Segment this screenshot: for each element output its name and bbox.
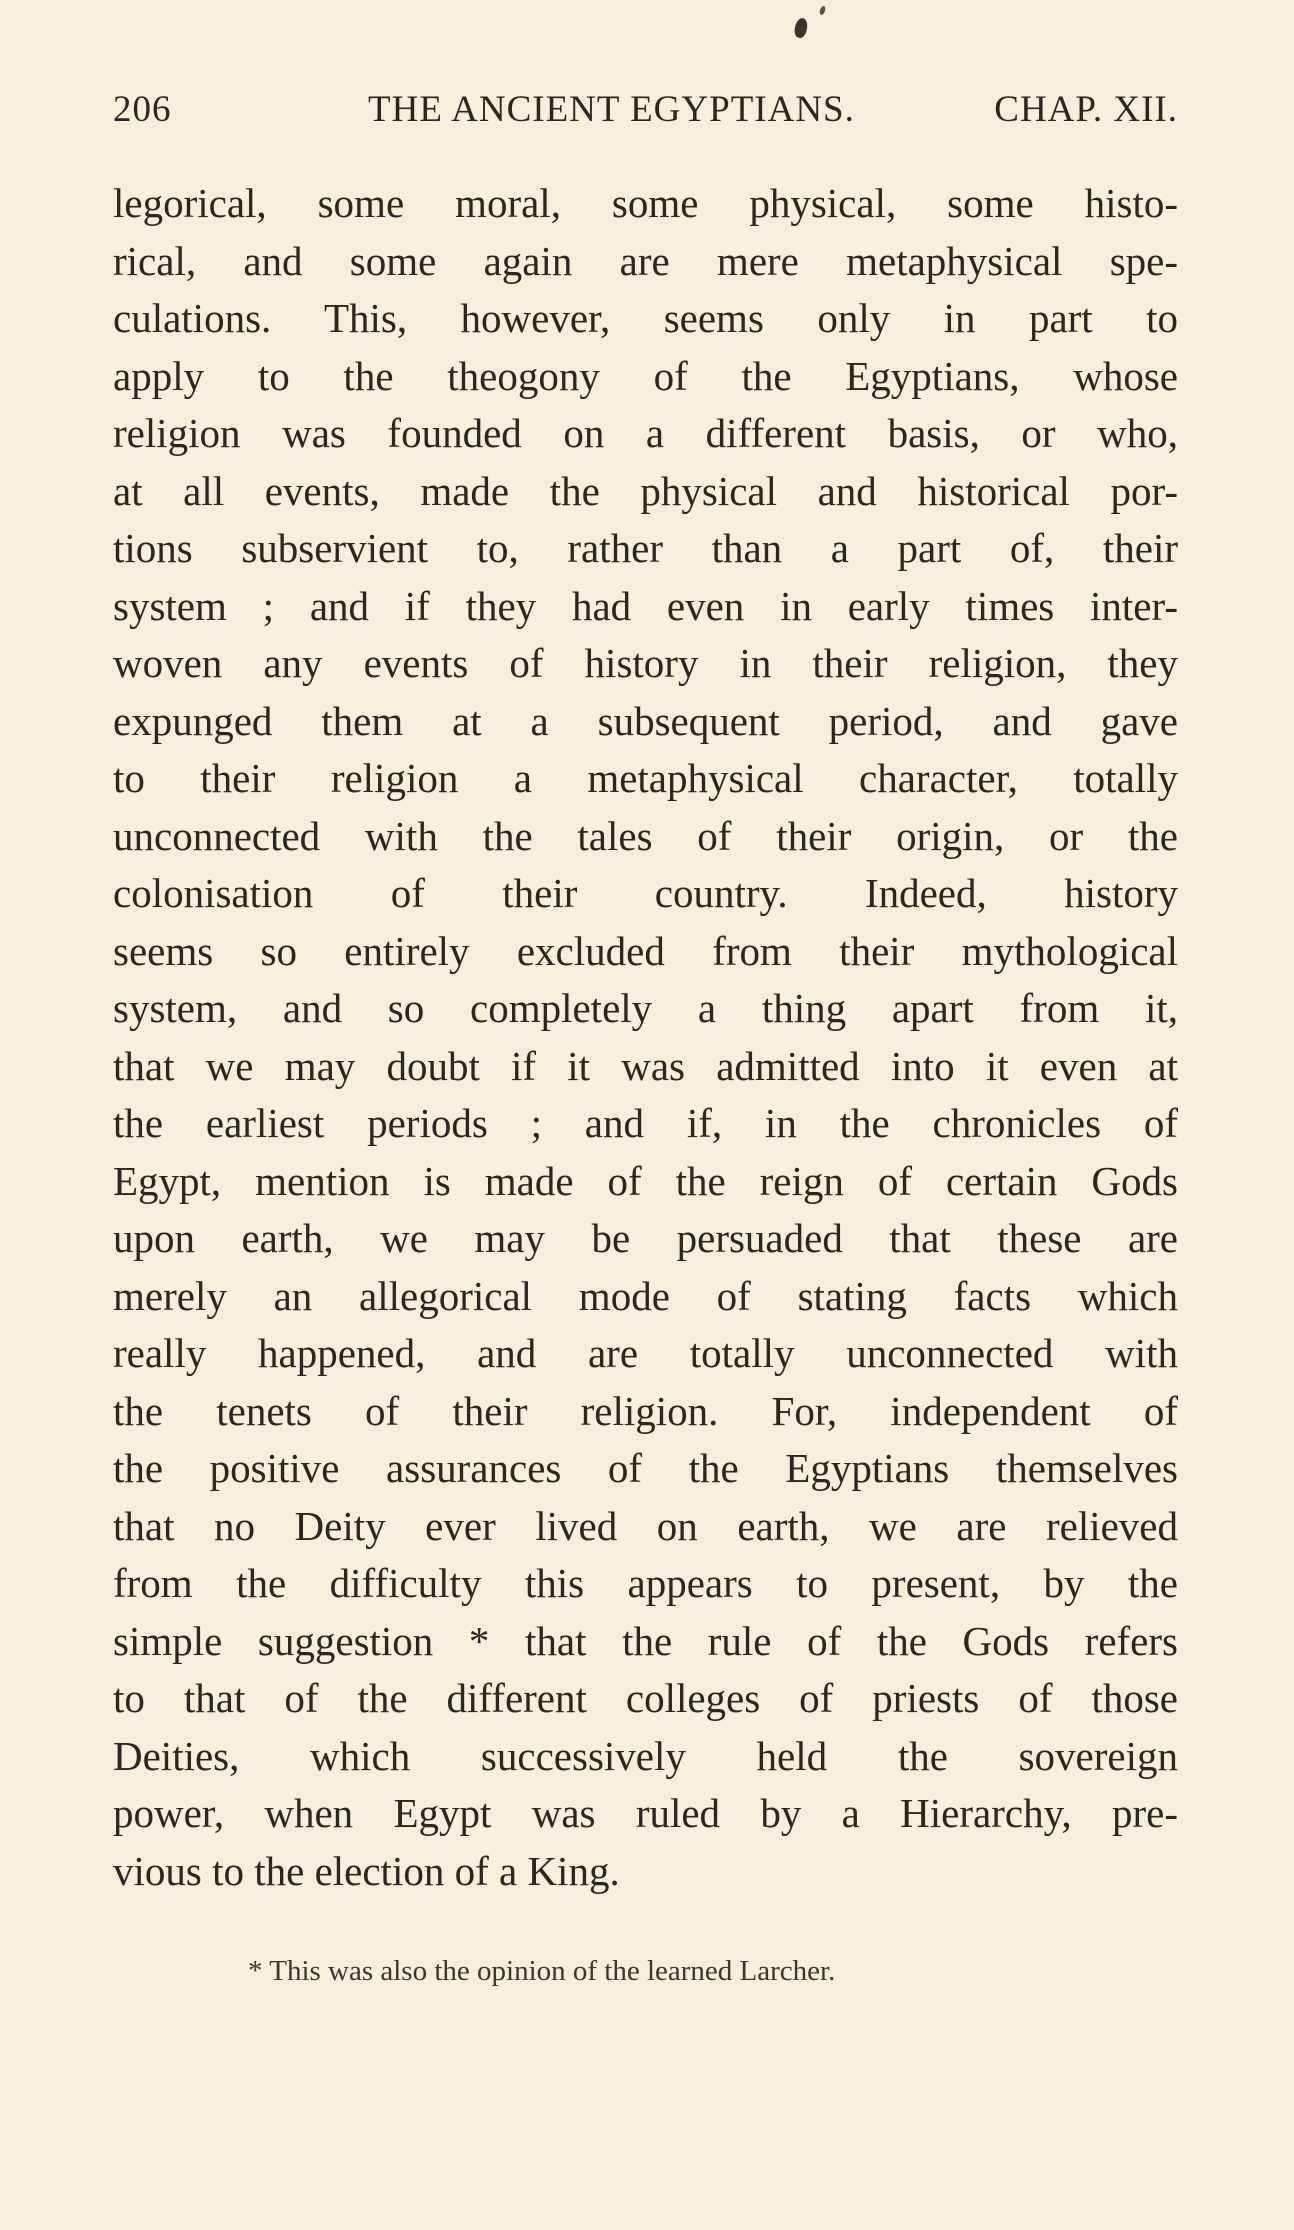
text-line: vious to the election of a King.	[113, 1847, 620, 1894]
text-line: that we may doubt if it was admitted into it even at	[113, 1042, 1178, 1089]
footnote: * This was also the opinion of the learned Larcher.	[248, 1955, 836, 1987]
text-line: unconnected with the tales of their origin, or the	[113, 812, 1178, 859]
text-line: that no Deity ever lived on earth, we are relieved	[113, 1502, 1178, 1549]
body-text	[113, 175, 1178, 1900]
text-line: from the difficulty this appears to present, by the	[113, 1560, 1178, 1606]
ink-blot	[793, 17, 809, 39]
text-line: the positive assurances of the Egyptians themselves	[113, 1445, 1178, 1491]
text-line: colonisation of their country. Indeed, history	[113, 870, 1178, 916]
ink-speck	[819, 5, 827, 15]
text-line: tions subservient to, rather than a part of, their	[113, 525, 1178, 571]
text-line: to that of the different colleges of priests of those	[113, 1675, 1178, 1721]
text-line: legorical, some moral, some physical, some histo-	[113, 180, 1178, 226]
text-line: Deities, which successively held the sovereign	[113, 1732, 1178, 1779]
text-line: simple suggestion * that the rule of the Gods refers	[113, 1617, 1178, 1664]
text-line: religion was founded on a different basis, or who,	[113, 410, 1178, 456]
text-line: to their religion a metaphysical character, totally	[113, 755, 1178, 801]
chapter-label: CHAP. XII.	[994, 89, 1178, 130]
text-line: apply to the theogony of the Egyptians, whose	[113, 352, 1178, 399]
text-line: culations. This, however, seems only in part to	[113, 295, 1178, 341]
text-line: Egypt, mention is made of the reign of certain Gods	[113, 1157, 1178, 1204]
text-line: expunged them at a subsequent period, and gave	[113, 697, 1178, 744]
page-number: 206	[113, 89, 172, 130]
text-line: at all events, made the physical and historical por-	[113, 467, 1178, 514]
text-line: seems so entirely excluded from their mythological	[113, 927, 1178, 974]
text-line: the earliest periods ; and if, in the chronicles of	[113, 1100, 1178, 1146]
text-line: really happened, and are totally unconnected with	[113, 1330, 1178, 1376]
text-line: power, when Egypt was ruled by a Hierarchy, pre-	[113, 1790, 1178, 1836]
text-line: woven any events of history in their religion, they	[113, 640, 1178, 686]
text-line: system, and so completely a thing apart from it,	[113, 985, 1178, 1031]
text-line: the tenets of their religion. For, independent of	[113, 1387, 1178, 1434]
running-header	[113, 88, 1178, 148]
running-title: THE ANCIENT EGYPTIANS.	[368, 89, 855, 130]
text-line: upon earth, we may be persuaded that these are	[113, 1215, 1178, 1261]
text-line: rical, and some again are mere metaphysical spe-	[113, 237, 1178, 284]
text-line: system ; and if they had even in early times inter-	[113, 582, 1178, 629]
text-line: merely an allegorical mode of stating facts which	[113, 1272, 1178, 1319]
